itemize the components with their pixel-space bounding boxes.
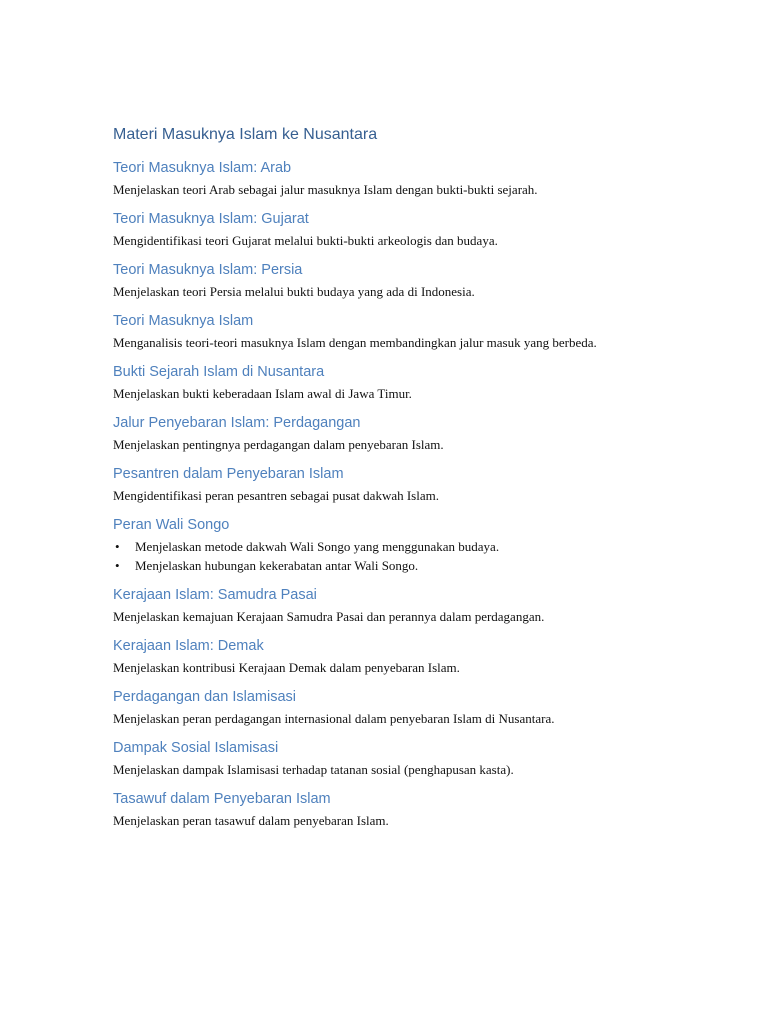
section-bukti-sejarah [113,362,653,403]
section-body: Menjelaskan kontribusi Kerajaan Demak dalam penyebaran Islam. [113,660,460,675]
section-teori-gujarat [113,209,653,250]
section-body: Menjelaskan pentingnya perdagangan dalam penyebaran Islam. [113,437,444,452]
section-heading: Bukti Sejarah Islam di Nusantara [113,364,325,380]
section-heading: Teori Masuknya Islam [113,313,254,329]
section-body: Menjelaskan kemajuan Kerajaan Samudra Pasai dan perannya dalam perdagangan. [113,609,545,624]
list-item-text: Menjelaskan hubungan kekerabatan antar Wali Songo. [135,558,419,573]
section-heading: Tasawuf dalam Penyebaran Islam [113,791,331,807]
section-body: Menganalisis teori-teori masuknya Islam dengan membandingkan jalur masuk yang berbeda. [113,335,597,350]
section-body: Menjelaskan peran tasawuf dalam penyebaran Islam. [113,813,389,828]
section-heading: Pesantren dalam Penyebaran Islam [113,466,344,482]
list-item [113,556,653,575]
section-jalur-perdagangan [113,413,653,454]
section-heading: Jalur Penyebaran Islam: Perdagangan [113,415,361,431]
section-teori-arab [113,158,653,199]
section-heading: Dampak Sosial Islamisasi [113,740,279,756]
bullet-icon: • [115,558,120,573]
bullet-icon: • [115,539,120,554]
section-heading: Peran Wali Songo [113,517,230,533]
section-heading: Teori Masuknya Islam: Arab [113,160,292,176]
section-samudra-pasai [113,585,653,626]
section-heading: Teori Masuknya Islam: Persia [113,262,303,278]
section-dampak-sosial [113,738,653,779]
section-body: Mengidentifikasi peran pesantren sebagai pusat dakwah Islam. [113,488,439,503]
section-body: Menjelaskan bukti keberadaan Islam awal di Jawa Timur. [113,386,412,401]
section-body: Menjelaskan dampak Islamisasi terhadap tatanan sosial (penghapusan kasta). [113,762,514,777]
section-body: Menjelaskan teori Persia melalui bukti budaya yang ada di Indonesia. [113,284,475,299]
section-heading: Perdagangan dan Islamisasi [113,689,296,705]
section-perdagangan-islamisasi [113,687,653,728]
section-heading: Kerajaan Islam: Demak [113,638,264,654]
list-item-text: Menjelaskan metode dakwah Wali Songo yang menggunakan budaya. [135,539,500,554]
section-tasawuf [113,789,653,830]
section-body: Mengidentifikasi teori Gujarat melalui bukti-bukti arkeologis dan budaya. [113,233,498,248]
section-teori-masuknya-islam [113,311,653,352]
section-pesantren [113,464,653,505]
section-teori-persia [113,260,653,301]
section-demak [113,636,653,677]
document-page [113,124,653,840]
section-wali-songo [113,515,653,575]
list-item [113,537,653,556]
section-heading: Kerajaan Islam: Samudra Pasai [113,587,317,603]
section-heading: Teori Masuknya Islam: Gujarat [113,211,309,227]
bullet-list [113,537,653,575]
section-body: Menjelaskan peran perdagangan internasional dalam penyebaran Islam di Nusantara. [113,711,555,726]
section-body: Menjelaskan teori Arab sebagai jalur masuknya Islam dengan bukti-bukti sejarah. [113,182,538,197]
page-title: Materi Masuknya Islam ke Nusantara [113,126,378,143]
